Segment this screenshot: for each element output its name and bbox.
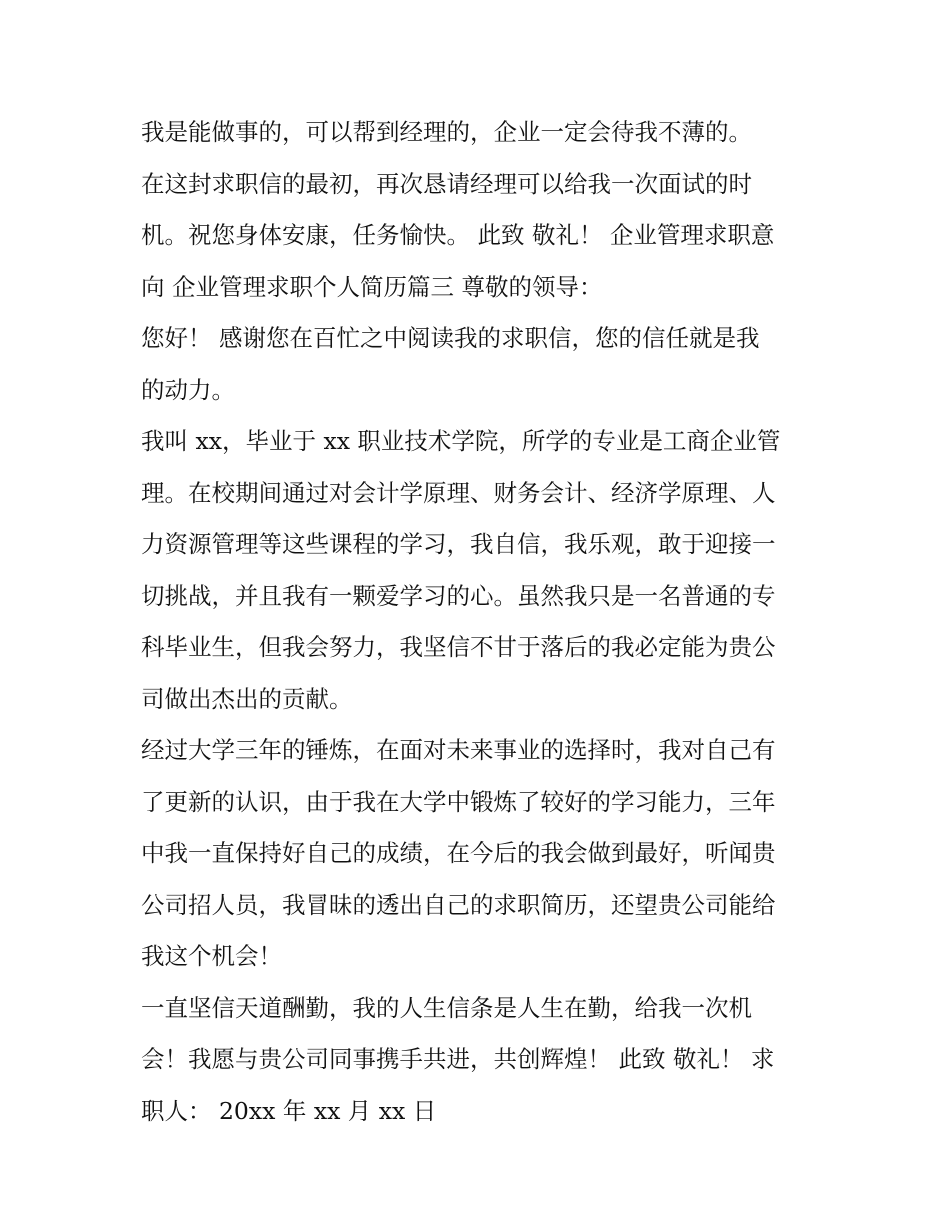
text-line: 科毕业生，但我会努力，我坚信不甘于落后的我必定能为贵公 — [141, 633, 776, 661]
text-line: 会！我愿与贵公司同事携手共进，共创辉煌！ 此致 敬礼！ 求 — [141, 1045, 775, 1073]
text-line: 的动力。 — [141, 375, 235, 404]
text-line: 我叫 xx，毕业于 xx 职业技术学院，所学的专业是工商企业管 — [141, 427, 781, 455]
text-line: 理。在校期间通过对会计学原理、财务会计、经济学原理、人 — [141, 478, 776, 507]
text-line: 公司招人员，我冒昧的透出自己的求职简历，还望贵公司能给 — [141, 890, 776, 919]
text-line: 向 企业管理求职个人简历篇三 尊敬的领导： — [141, 272, 603, 301]
text-line: 司做出杰出的贡献。 — [141, 684, 353, 713]
text-line: 经过大学三年的锤炼，在面对未来事业的选择时，我对自己有 — [141, 736, 776, 764]
text-line: 机。祝您身体安康，任务愉快。 此致 敬礼！ 企业管理求职意 — [141, 221, 775, 249]
text-line: 切挑战，并且我有一颗爱学习的心。虽然我只是一名普通的专 — [141, 581, 776, 610]
text-line: 了更新的认识，由于我在大学中锻炼了较好的学习能力，三年 — [141, 787, 776, 816]
text-line: 一直坚信天道酬勤，我的人生信条是人生在勤，给我一次机 — [141, 993, 752, 1022]
text-line: 在这封求职信的最初，再次恳请经理可以给我一次面试的时 — [141, 169, 752, 198]
letter-body — [141, 107, 821, 1137]
text-line: 我是能做事的，可以帮到经理的，企业一定会待我不薄的。 — [141, 118, 752, 146]
text-line: 您好！ 感谢您在百忙之中阅读我的求职信，您的信任就是我 — [141, 324, 760, 352]
text-line: 力资源管理等这些课程的学习，我自信，我乐观，敢于迎接一 — [141, 530, 776, 558]
text-line: 我这个机会！ — [141, 942, 282, 970]
text-line: 中我一直保持好自己的成绩，在今后的我会做到最好，听闻贵 — [141, 839, 776, 867]
text-line: 职人： 20xx 年 xx 月 xx 日 — [141, 1096, 437, 1125]
